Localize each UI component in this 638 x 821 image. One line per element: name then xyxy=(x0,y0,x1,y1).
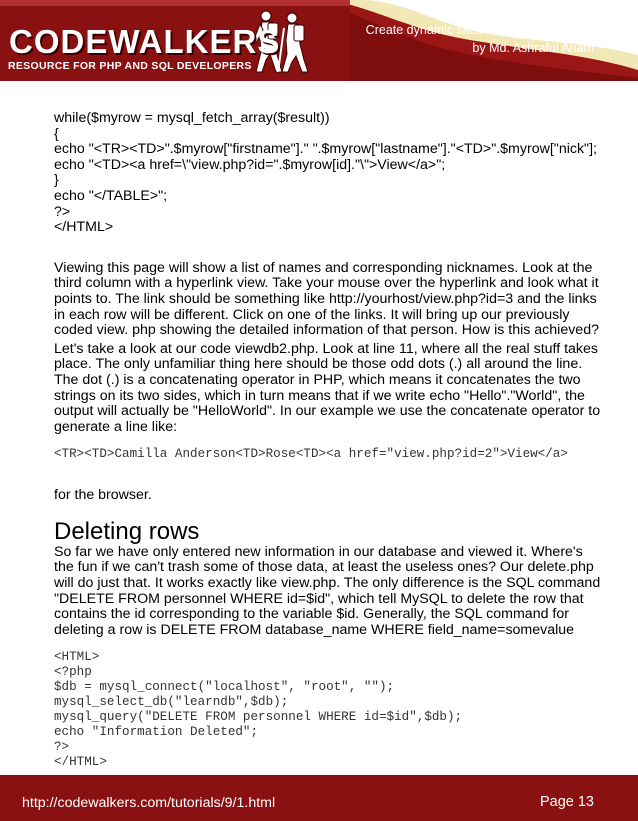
code-line: echo "<TD><a href=\"view.php?id=".$myrow[id]."\">View</a>"; xyxy=(54,156,446,173)
code-line: ?> xyxy=(54,740,70,755)
paragraph-for-browser: for the browser. xyxy=(54,487,152,504)
page-footer xyxy=(0,775,638,821)
paragraph-deleting: So far we have only entered new information in our database and viewed it. Where's the fun if we can't trash some of those data, at least the useless ones? Our delete.php will do just that. It works exactly like view.php. The only difference is the SQL command "DELETE FROM personnel WHERE id=$id", which tell MySQL to delete the row that contains the id corresponding to the variable $id. Generally, the SQL command for deleting a row is DELETE FROM database_name WHERE field_name=somevalue xyxy=(54,543,601,638)
code-line: </HTML> xyxy=(54,755,107,770)
logo-tagline: RESOURCE FOR PHP AND SQL DEVELOPERS xyxy=(8,60,252,72)
code-example-line: <TR><TD>Camilla Anderson<TD>Rose<TD><a href="view.php?id=2">View</a> xyxy=(54,447,568,462)
paragraph-concatenation: Let's take a look at our code viewdb2.php. Look at line 11, where all the real stuff takes place. The only unfamiliar thing here should be those odd dots (.) all around the line. The dot (.) is a concatenating operator in PHP, which means it concatenates the two strings on its two sides, which in turn means that if we write echo "Hello"."World", the output will actually be "HelloWorld". In our example we use the concatenate operator to generate a line like: xyxy=(54,340,601,435)
code-line: { xyxy=(54,125,59,142)
code-line: echo "Information Deleted"; xyxy=(54,725,259,740)
code-line: mysql_query("DELETE FROM personnel WHERE id=$id",$db); xyxy=(54,710,463,725)
page-content xyxy=(54,111,602,770)
code-line: echo "<TR><TD>".$myrow["firstname"]." ".$myrow["lastname"]."<TD>".$myrow["nick"]; xyxy=(54,141,597,158)
code-line: echo "</TABLE>"; xyxy=(54,187,168,204)
document-title: Create dynamic sites with PHP & MySQL xyxy=(365,23,594,37)
code-line: mysql_select_db("learndb",$db); xyxy=(54,695,289,710)
code-block-top xyxy=(54,111,602,236)
code-line: $db = mysql_connect("localhost", "root", ""); xyxy=(54,680,395,695)
code-line: </HTML> xyxy=(54,219,114,236)
footer-url-link[interactable]: http://codewalkers.com/tutorials/9/1.html xyxy=(22,795,276,811)
code-line: while($myrow = mysql_fetch_array($result)) xyxy=(54,110,330,126)
code-line: ?> xyxy=(54,203,71,220)
page-number: Page 13 xyxy=(539,794,594,810)
document-author: by Md. Ashraful Anam xyxy=(472,41,594,55)
code-line: } xyxy=(54,172,59,189)
page-header xyxy=(0,0,638,81)
code-block-bottom xyxy=(54,650,602,770)
section-heading: Deleting rows xyxy=(54,517,200,545)
code-line: <HTML> xyxy=(54,650,100,665)
logo-wordmark: CODEWALKERS xyxy=(9,23,281,60)
paragraph-viewing: Viewing this page will show a list of names and corresponding nicknames. Look at the third column with a hyperlink view. Take your mouse over the hyperlink and look what it points to. The link should be something like http://yourhost/view.php?id=3 and the links in each row will be different. Click on one of the links. It will bring up our previously coded view. php showing the detailed information of that person. How is this achieved? xyxy=(54,259,599,339)
code-line: <?php xyxy=(54,665,92,680)
